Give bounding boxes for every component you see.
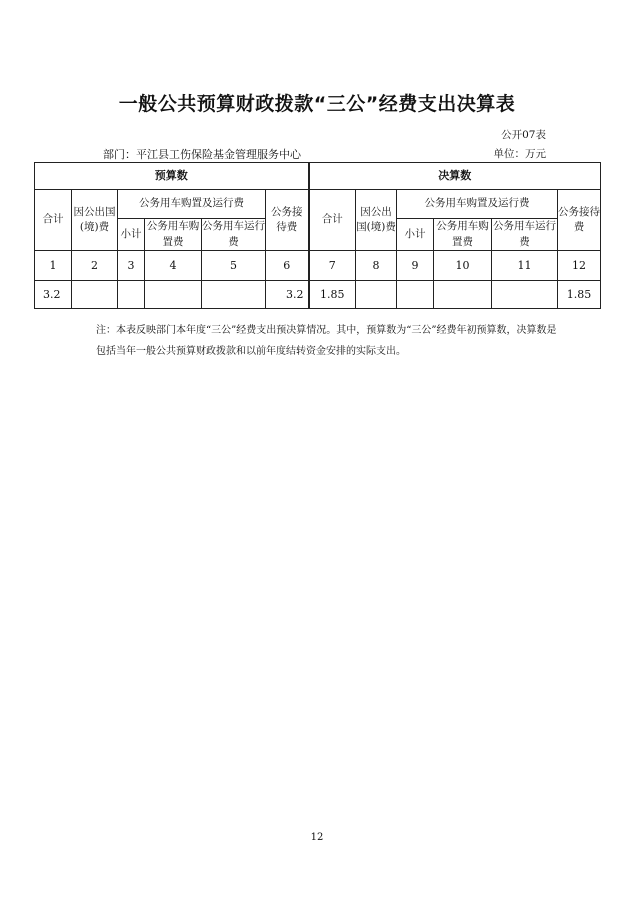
budget-vehicle-operation-value xyxy=(202,281,266,309)
final-vehicle-operation-value xyxy=(492,281,558,309)
form-number: 公开07表 xyxy=(501,129,546,141)
budget-total-header: 合计 xyxy=(35,190,72,251)
col-number: 11 xyxy=(492,251,558,281)
table-note: 注：本表反映部门本年度“三公”经费支出预决算情况。其中，预算数为“三公”经费年初预算数，决算数是包括当年一般公共预算财政拨款和以前年度结转资金安排的实际支出。 xyxy=(96,325,557,357)
final-abroad-header: 因公出国(境)费 xyxy=(356,190,397,251)
final-total-value: 1.85 xyxy=(309,281,356,309)
col-number: 9 xyxy=(397,251,434,281)
budget-abroad-header: 因公出国(境)费 xyxy=(72,190,118,251)
budget-vehicle-purchase-value xyxy=(145,281,202,309)
final-reception-header: 公务接待费 xyxy=(558,190,601,251)
final-vehicle-purchase-value xyxy=(434,281,492,309)
budget-subtotal-value xyxy=(118,281,145,309)
col-number: 6 xyxy=(266,251,309,281)
budget-vehicle-group-header: 公务用车购置及运行费 xyxy=(118,190,266,219)
budget-abroad-value xyxy=(72,281,118,309)
page-number: 12 xyxy=(310,832,324,843)
document-title: 一般公共预算财政拨款“三公”经费支出决算表 xyxy=(118,93,516,115)
col-number: 8 xyxy=(356,251,397,281)
budget-reception-value: 3.2 xyxy=(266,281,309,309)
final-total-header: 合计 xyxy=(309,190,356,251)
data-row xyxy=(35,281,601,309)
final-abroad-value xyxy=(356,281,397,309)
col-number: 12 xyxy=(558,251,601,281)
col-number: 2 xyxy=(72,251,118,281)
final-vehicle-purchase-header: 公务用车购置费 xyxy=(434,219,492,251)
final-group-header: 决算数 xyxy=(309,163,601,190)
final-vehicle-group-header: 公务用车购置及运行费 xyxy=(397,190,558,219)
col-number: 10 xyxy=(434,251,492,281)
final-subtotal-value xyxy=(397,281,434,309)
final-reception-value: 1.85 xyxy=(558,281,601,309)
final-vehicle-operation-header: 公务用车运行费 xyxy=(492,219,558,251)
budget-subtotal-header: 小计 xyxy=(118,219,145,251)
budget-total-value: 3.2 xyxy=(35,281,72,309)
column-number-row xyxy=(35,251,601,281)
col-number: 5 xyxy=(202,251,266,281)
three-public-expenses-table xyxy=(34,162,601,309)
budget-vehicle-purchase-header: 公务用车购置费 xyxy=(145,219,202,251)
col-number: 1 xyxy=(35,251,72,281)
unit-label: 单位：万元 xyxy=(493,148,546,160)
col-number: 3 xyxy=(118,251,145,281)
budget-reception-header: 公务接待费 xyxy=(266,190,309,251)
department-label: 部门：平江县工伤保险基金管理服务中心 xyxy=(103,148,301,161)
budget-group-header: 预算数 xyxy=(35,163,309,190)
col-number: 4 xyxy=(145,251,202,281)
col-number: 7 xyxy=(309,251,356,281)
final-subtotal-header: 小计 xyxy=(397,219,434,251)
budget-vehicle-operation-header: 公务用车运行费 xyxy=(202,219,266,251)
